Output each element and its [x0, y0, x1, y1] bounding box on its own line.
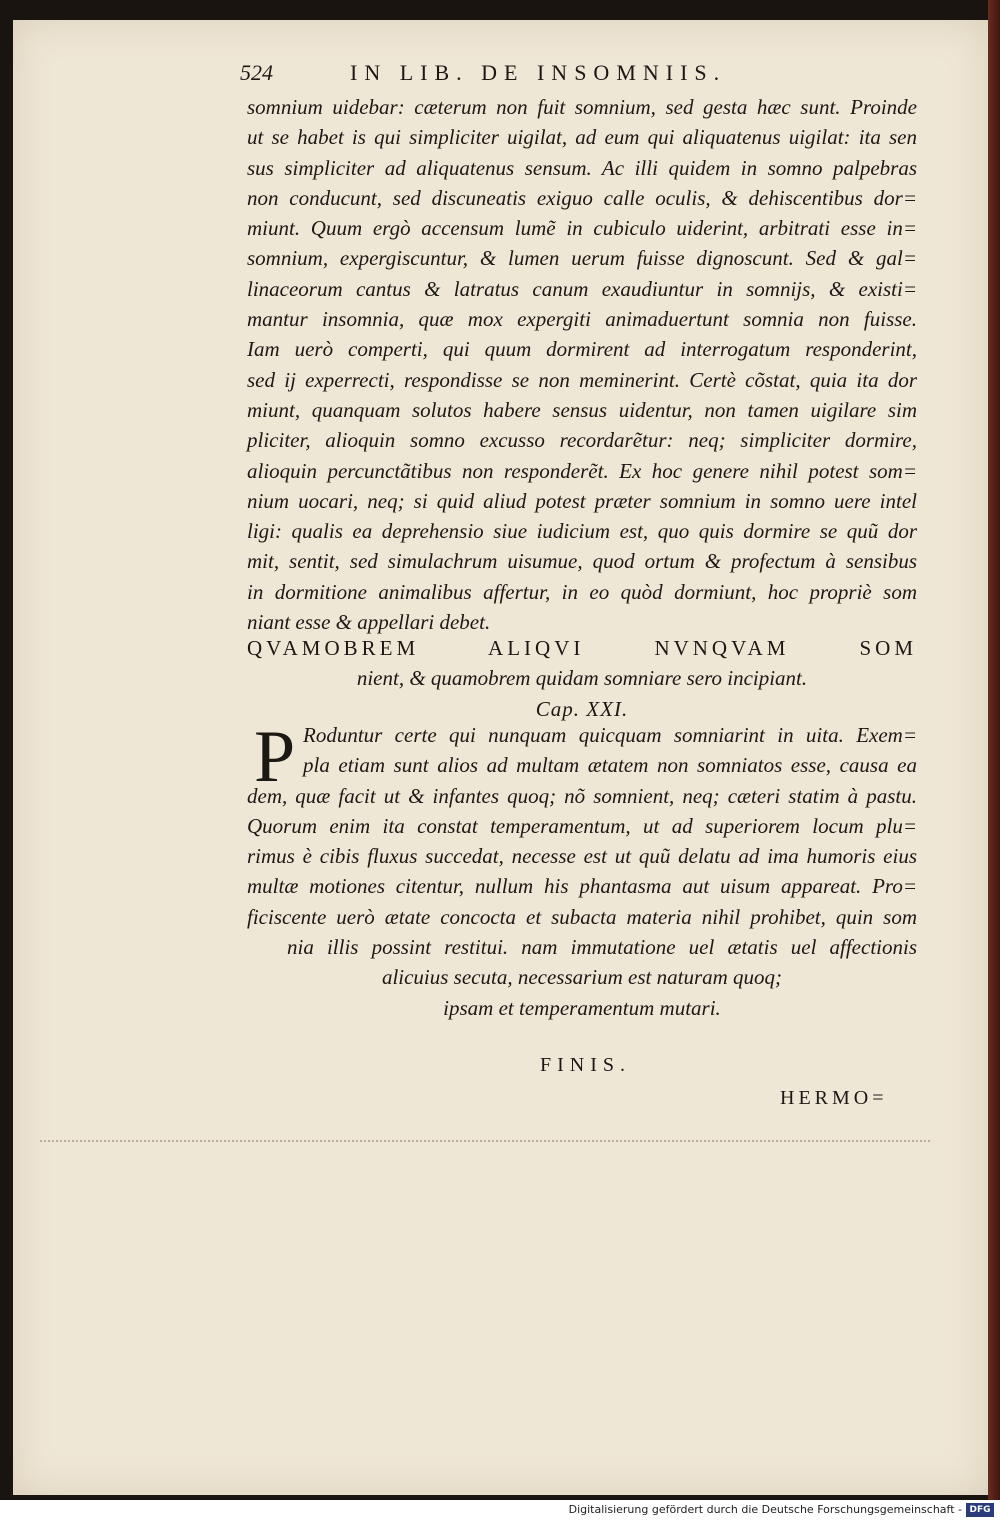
credit-bar [0, 1500, 1000, 1521]
text-line: niant esse & appellari debet. [247, 610, 491, 635]
text-line: sus simpliciter ad aliquatenus sensum. Ac illi quidem in somno palpebras [247, 155, 917, 180]
text-line: multæ motiones citentur, nullum his phantasma aut uisum appareat. Pro= [247, 874, 917, 899]
running-head [240, 60, 820, 96]
chapter-label: Cap. XXI. [535, 697, 629, 721]
page-edge [988, 0, 1000, 1500]
text-line: nium uocari, neq; si quid aliud potest præter somnium in somno uere intel [247, 488, 917, 513]
text-line: pla etiam sunt alios ad multam ætatem non somniatos esse, causa ea [303, 753, 917, 778]
chapter-title-line-1: QVAMOBREM ALIQVI NVNQVAM SOM [247, 636, 917, 660]
text-line: alicuius secuta, necessarium est naturam quoq; [381, 965, 783, 990]
chapter-heading [247, 633, 917, 725]
text-line: sed ij experrecti, respondisse se non meminerint. Certè cõstat, quia ita dor [247, 367, 917, 392]
catchword: HERMO= [780, 1087, 888, 1109]
body-text-chapter [247, 716, 917, 1023]
body-text-top [247, 92, 917, 637]
text-line: ficiscente uerò ætate concocta et subacta materia nihil prohibet, quin som [247, 904, 917, 929]
text-line: alioquin percunctãtibus non responderẽt. Ex hoc genere nihil potest som= [247, 458, 917, 483]
text-line: non conducunt, sed discuneatis exiguo calle oculis, & dehiscentibus dor= [247, 185, 917, 210]
text-line: Roduntur certe qui nunquam quicquam somniarint in uita. Exem= [303, 723, 917, 747]
chapter-title-line-2: nient, & quamobrem quidam somniare sero incipiant. [356, 666, 808, 690]
text-line: linaceorum cantus & latratus canum exaudiuntur in somnijs, & existi= [247, 276, 917, 301]
page-number: 524 [240, 60, 273, 85]
text-line: rimus è cibis fluxus succedat, necesse est ut quũ delatu ad ima humoris eius [247, 844, 917, 869]
text-line: miunt. Quum ergò accensum lumẽ in cubiculo uiderint, arbitrati esse in= [247, 216, 917, 241]
text-line: somnium, expergiscuntur, & lumen uerum fuisse dignoscunt. Sed & gal= [247, 246, 917, 271]
finis-mark: FINIS. [540, 1054, 632, 1076]
text-line: mit, sentit, sed simulachrum uisumue, quod ortum & profectum à sensibus [247, 549, 917, 574]
text-line: somnium uidebar: cæterum non fuit somnium, sed gesta hæc sunt. Proinde [247, 95, 917, 119]
text-line: Quorum enim ita constat temperamentum, ut ad superiorem locum plu= [247, 813, 917, 838]
dotted-rule [40, 1140, 930, 1142]
text-line: ipsam et temperamentum mutari. [443, 995, 721, 1020]
text-line: Iam uerò comperti, qui quum dormirent ad interrogatum responderint, [247, 337, 917, 362]
text-line: in dormitione animalibus affertur, in eo quòd dormiunt, hoc propriè som [247, 579, 917, 604]
text-line: ut se habet is qui simpliciter uigilat, ad eum qui aliquatenus uigilat: ita sen [247, 125, 917, 150]
credit-text: Digitalisierung gefördert durch die Deutsche Forschungsgemeinschaft - [568, 1503, 962, 1516]
dfg-logo-icon: DFG [966, 1503, 994, 1517]
running-title: IN LIB. DE INSOMNIIS. [350, 60, 727, 85]
text-line: miunt, quanquam solutos habere sensus uidentur, non tamen uigilare sim [247, 397, 917, 422]
text-line: pliciter, alioquin somno excusso recordarẽtur: neq; simpliciter dormire, [247, 428, 917, 453]
drop-cap: P [254, 716, 296, 798]
text-line: ligi: qualis ea deprehensio siue iudicium est, quo quis dormire se quũ dor [247, 519, 917, 544]
text-line: nia illis possint restitui. nam immutatione uel ætatis uel affectionis [287, 935, 917, 960]
text-line: mantur insomnia, quæ mox expergiti animaduertunt somnia non fuisse. [247, 307, 917, 332]
text-line: dem, quæ facit ut & infantes quoq; nõ somnient, neq; cæteri statim à pastu. [247, 783, 917, 808]
